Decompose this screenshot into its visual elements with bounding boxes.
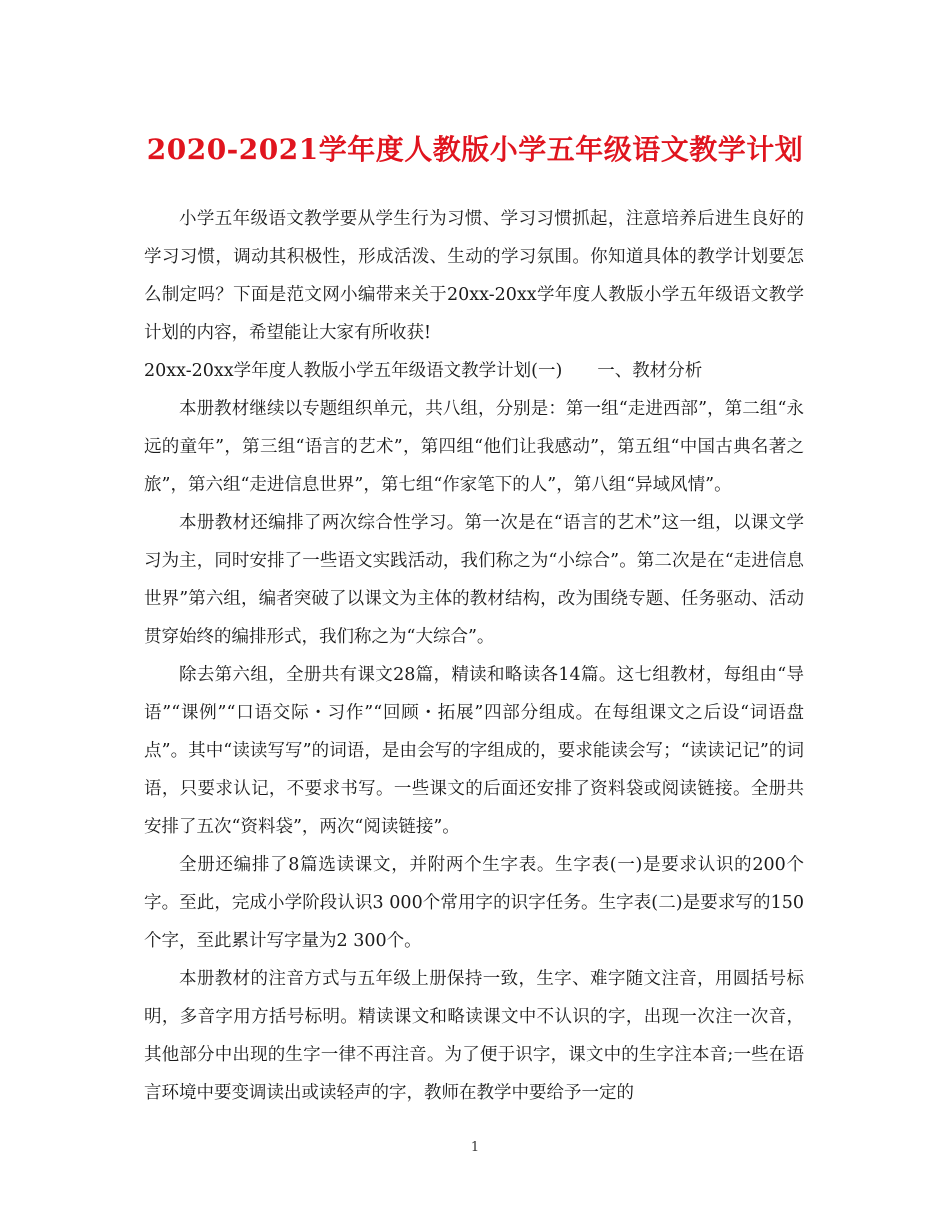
section-heading: 20xx-20xx学年度人教版小学五年级语文教学计划(一) 一、教材分析 <box>144 361 703 381</box>
body-paragraph-5: 本册教材的注音方式与五年级上册保持一致，生字、难字随文注音，用圆括号标明，多音字用方括号标明。精读课文和略读课文中不认识的字，出现一次注一次音，其他部分中出现的生字一律不再注音。为了便于识字，课文中的生字注本音;一些在语言环境中要变调读出或读轻声的字，教师在教学中要给予一定的 <box>144 969 804 1103</box>
body-paragraph-4: 全册还编排了8篇选读课文，并附两个生字表。生字表(一)是要求认识的200个字。至此，完成小学阶段认识3 000个常用字的识字任务。生字表(二)是要求写的150个字，至此累计写字量为2 300个。 <box>144 855 804 951</box>
page-number: 1 <box>470 1140 480 1155</box>
body-paragraph-3: 除去第六组，全册共有课文28篇，精读和略读各14篇。这七组教材，每组由“导语”“课例”“口语交际・习作”“回顾・拓展”四部分组成。在每组课文之后设“词语盘点”。其中“读读写写”的词语，是由会写的字组成的，要求能读会写；“读读记记”的词语，只要求认记，不要求书写。一些课文的后面还安排了资料袋或阅读链接。全册共安排了五次“资料袋”，两次“阅读链接”。 <box>144 665 804 837</box>
intro-paragraph: 小学五年级语文教学要从学生行为习惯、学习习惯抓起，注意培养后进生良好的学习习惯，调动其积极性，形成活泼、生动的学习氛围。你知道具体的教学计划要怎么制定吗？下面是范文网小编带来关于20xx-20xx学年度人教版小学五年级语文教学计划的内容，希望能让大家有所收获! <box>144 209 804 343</box>
document-title: 2020-2021学年度人教版小学五年级语文教学计划 <box>146 133 804 166</box>
document-body <box>144 200 804 1112</box>
body-paragraph-1: 本册教材继续以专题组织单元，共八组，分别是：第一组“走进西部”，第二组“永远的童年”，第三组“语言的艺术”，第四组“他们让我感动”，第五组“中国古典名著之旅”，第六组“走进信息世界”，第七组“作家笔下的人”，第八组“异域风情”。 <box>144 399 804 495</box>
body-paragraph-2: 本册教材还编排了两次综合性学习。第一次是在“语言的艺术”这一组，以课文学习为主，同时安排了一些语文实践活动，我们称之为“小综合”。第二次是在“走进信息世界”第六组，编者突破了以课文为主体的教材结构，改为围绕专题、任务驱动、活动贯穿始终的编排形式，我们称之为“大综合”。 <box>144 513 804 647</box>
